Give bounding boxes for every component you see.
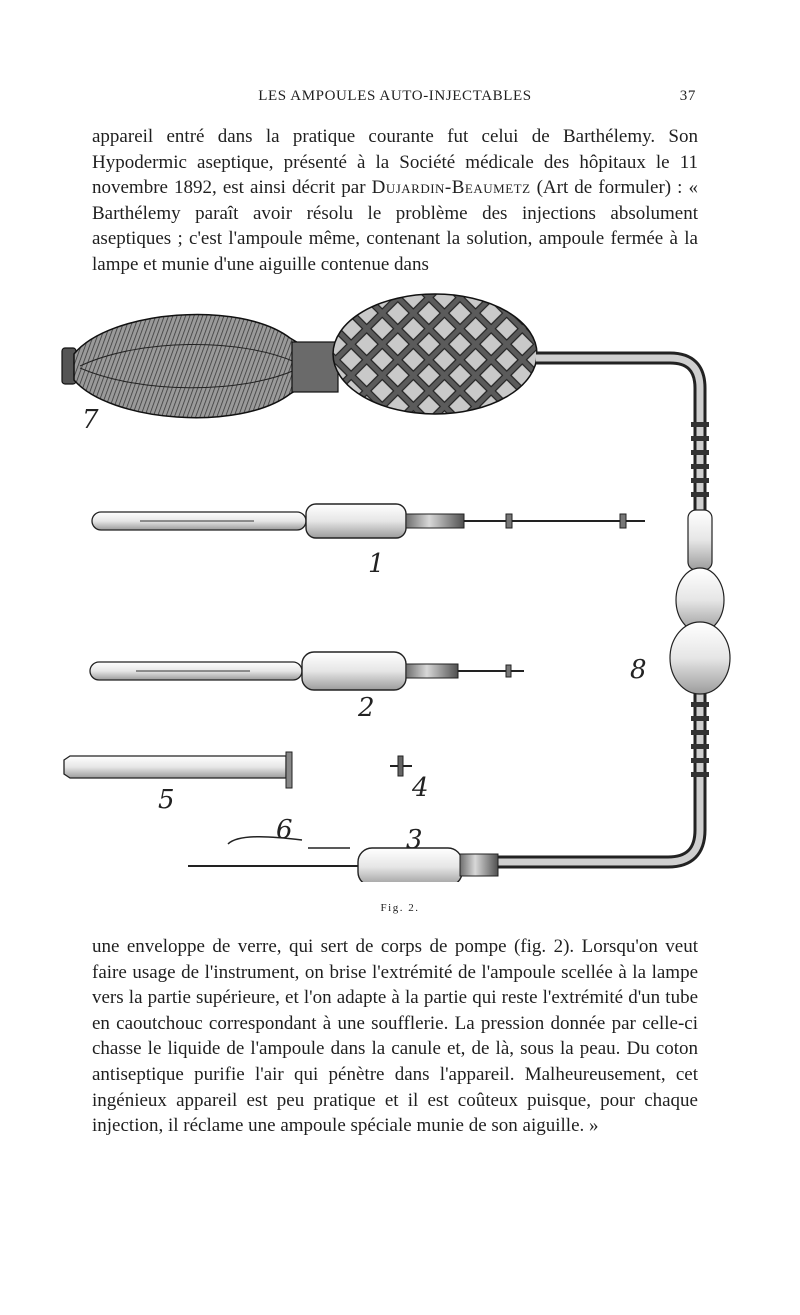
figure-label-1: 1 bbox=[368, 549, 385, 579]
glass-filter-drawing bbox=[670, 510, 730, 694]
figure-svg bbox=[40, 282, 760, 882]
connecting-tube-drawing bbox=[480, 358, 709, 862]
rubber-bulb-drawing bbox=[62, 314, 338, 417]
ampoule-2-drawing bbox=[90, 652, 524, 690]
ampoule-3-drawing bbox=[188, 848, 498, 882]
page-number: 37 bbox=[679, 88, 696, 104]
figure-label-5: 5 bbox=[158, 785, 175, 815]
figure-label-7: 7 bbox=[82, 405, 99, 435]
glass-sleeve-5-drawing bbox=[64, 752, 292, 788]
figure-label-4: 4 bbox=[412, 773, 429, 803]
paragraph-top-text-1: appareil entré dans la pratique courante fut celui de Barthélemy. Son Hypodermic aseptique, présenté à la Société médicale des hôpitaux le 11 novembre 1892, est ainsi décrit par bbox=[92, 126, 698, 199]
netted-reservoir-drawing bbox=[333, 294, 537, 414]
paragraph-top-text-2: (Art de formuler) : « Barthélemy paraît avoir résolu le problème des injections absolument aseptiques ; c'est l'ampoule même, contenant la solution, ampoule fermée à la lampe et munie d'une aiguille contenue dans bbox=[92, 177, 698, 275]
connector-4-drawing bbox=[390, 756, 412, 776]
ampoule-1-drawing bbox=[92, 504, 645, 538]
author-name: Dujardin-Beaumetz bbox=[371, 177, 531, 199]
figure-label-3: 3 bbox=[406, 825, 423, 855]
paragraph-top bbox=[92, 124, 698, 278]
figure-illustration bbox=[40, 282, 760, 882]
paragraph-bottom: une enveloppe de verre, qui sert de corps de pompe (fig. 2). Lorsqu'on veut faire usage de l'instrument, on brise l'extrémité de l'ampoule scellée à la lampe vers la partie supérieure, et l'on adapte à la partie qui reste l'extrémité d'un tube en caoutchouc correspondant à une soufflerie. La pression donnée par celle-ci chasse le liquide de l'ampoule dans la canule et, de là, sous la peau. Du coton antiseptique purifie l'air qui pénètre dans l'appareil. Malheureusement, cet ingénieux appareil est peu pratique et il est coûteux puisque, pour chaque injection, il réclame une ampoule spéciale munie de son aiguille. » bbox=[92, 936, 698, 1137]
running-title: LES AMPOULES AUTO-INJECTABLES bbox=[258, 88, 532, 104]
figure-label-6: 6 bbox=[276, 815, 293, 845]
figure-label-8: 8 bbox=[630, 655, 647, 685]
figure-caption: Fig. 2. bbox=[380, 902, 420, 914]
running-header bbox=[92, 88, 698, 110]
figure-label-2: 2 bbox=[358, 693, 375, 723]
